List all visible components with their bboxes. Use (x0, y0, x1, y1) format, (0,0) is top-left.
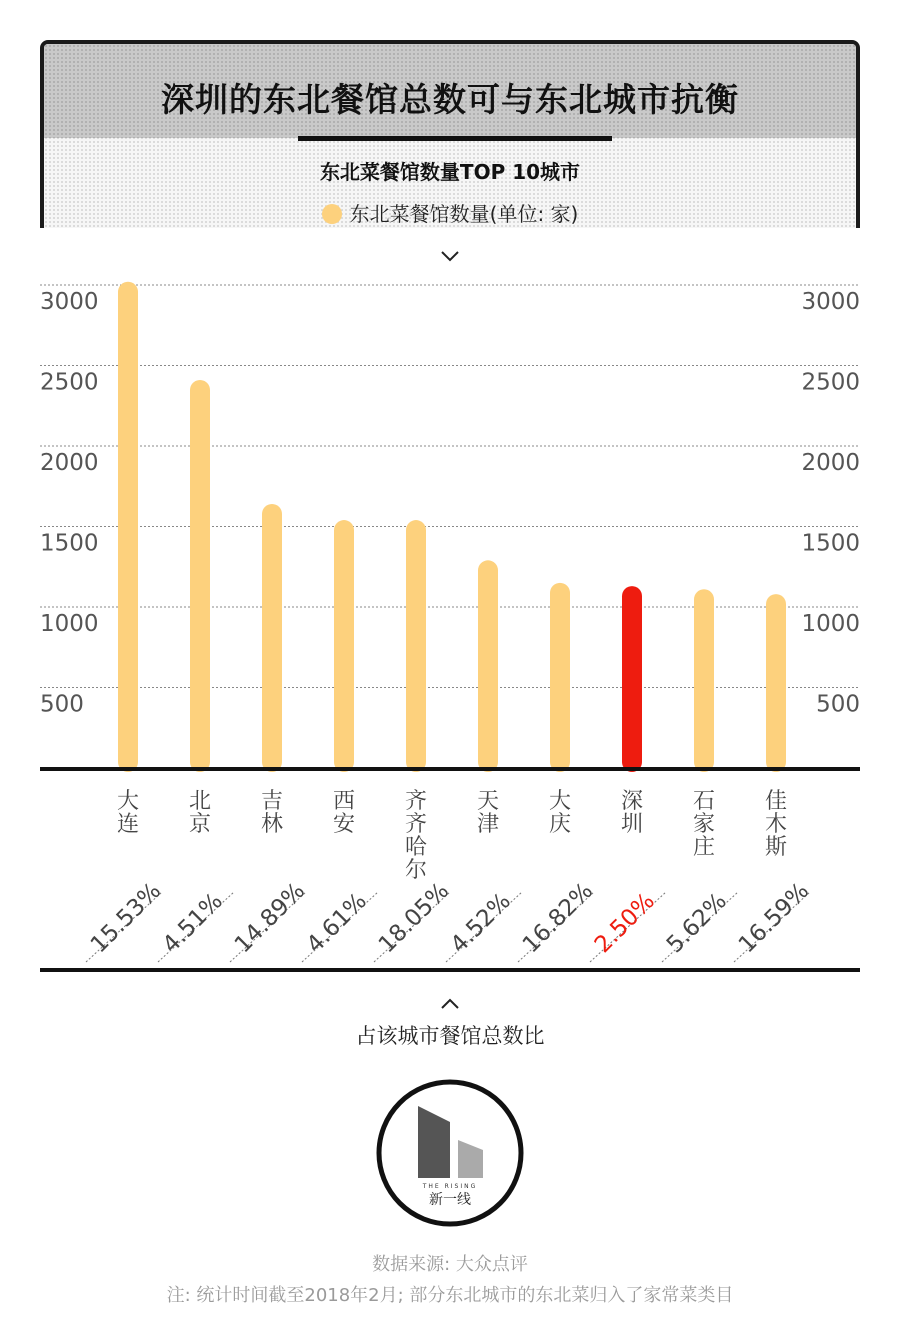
category-label: 大连 (116, 789, 140, 837)
bar (550, 583, 570, 772)
x-axis-line (40, 767, 860, 771)
bar (478, 560, 498, 772)
share-label: 14.89% (229, 877, 311, 959)
share-label: 18.05% (373, 877, 455, 959)
y-tick-label-right: 500 (816, 691, 860, 718)
category-label: 石家庄 (692, 789, 716, 860)
percentage-caption: 占该城市餐馆总数比 (355, 1024, 545, 1048)
y-tick-label-right: 1500 (801, 530, 860, 557)
y-tick-label-left: 500 (40, 691, 84, 718)
chevron-up-icon (440, 997, 460, 1011)
chart-subtitle: 东北菜餐馆数量TOP 10城市 (319, 160, 581, 184)
data-source: 数据来源: 大众点评 (372, 1254, 528, 1275)
share-label: 4.51% (157, 888, 228, 959)
share-label: 4.52% (445, 888, 516, 959)
category-label: 深圳 (620, 789, 644, 837)
category-label: 吉林 (260, 789, 284, 837)
share-label: 4.61% (301, 888, 372, 959)
y-tick-label-right: 3000 (801, 289, 860, 315)
category-label: 北京 (188, 789, 212, 837)
share-label: 15.53% (85, 877, 167, 959)
logo (375, 1078, 525, 1228)
share-label: 2.50% (589, 888, 660, 959)
legend-label: 东北菜餐馆数量(单位: 家) (349, 202, 579, 226)
category-label: 佳木斯 (764, 789, 788, 860)
bar (694, 589, 714, 772)
share-label: 5.62% (661, 888, 732, 959)
header-panel (40, 40, 860, 228)
share-label: 16.82% (517, 877, 599, 959)
legend-swatch (322, 204, 342, 224)
bar (406, 520, 426, 772)
logo-subtext: THE RISING (422, 1183, 478, 1190)
category-label: 天津 (476, 789, 500, 837)
bottom-divider (40, 968, 860, 972)
footnote: 注: 统计时间截至2018年2月; 部分东北城市的东北菜归入了家常菜类目 (166, 1285, 734, 1306)
bar (334, 520, 354, 772)
y-tick-label-right: 1000 (801, 611, 860, 637)
y-tick-label-left: 2000 (40, 450, 99, 476)
category-label: 齐齐哈尔 (404, 789, 428, 883)
bar (262, 504, 282, 772)
y-tick-label-right: 2500 (801, 369, 860, 396)
title-underline (298, 136, 612, 141)
category-label: 大庆 (548, 789, 572, 837)
y-tick-label-left: 3000 (40, 289, 99, 315)
bar-chart (0, 230, 900, 970)
y-tick-label-left: 1500 (40, 530, 99, 557)
y-tick-label-left: 1000 (40, 611, 99, 637)
bar (766, 594, 786, 772)
share-label: 16.59% (733, 877, 815, 959)
y-tick-label-right: 2000 (801, 450, 860, 476)
chart-title: 深圳的东北餐馆总数可与东北城市抗衡 (161, 80, 739, 119)
bar (190, 380, 210, 772)
bar (118, 282, 138, 772)
logo-text: 新一线 (429, 1192, 471, 1208)
legend (44, 198, 856, 227)
y-tick-label-left: 2500 (40, 369, 99, 396)
category-label: 西安 (332, 789, 356, 837)
bar (622, 586, 642, 772)
